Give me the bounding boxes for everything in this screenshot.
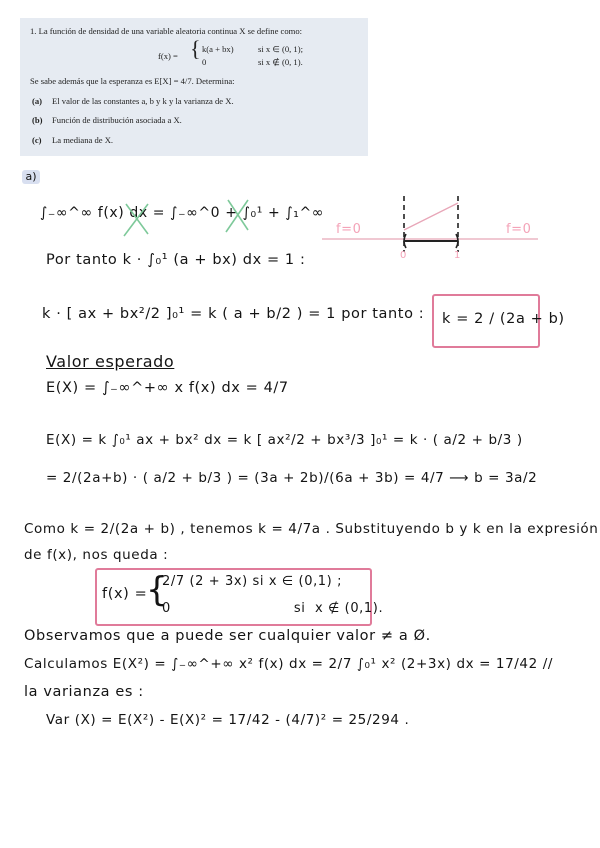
section-label-a: a) bbox=[22, 170, 40, 184]
problem-case2-cond: si x ∉ (0, 1). bbox=[258, 57, 303, 67]
fx-result-left: f(x) = bbox=[102, 586, 148, 602]
problem-case2: 0 bbox=[202, 57, 207, 67]
expectation-def: E(X) = ∫₋∞^+∞ x f(x) dx = 4/7 bbox=[46, 380, 289, 396]
valor-esperado-heading: Valor esperado bbox=[46, 352, 175, 371]
item-c-text: La mediana de X. bbox=[52, 135, 114, 145]
como-line: Como k = 2/(2a + b) , tenemos k = 4/7a . Substituyendo b y k en la expresión bbox=[24, 521, 599, 537]
brace-icon: { bbox=[146, 570, 169, 610]
fx-result-case1: 2/7 (2 + 3x) si x ∈ (0,1) ; bbox=[162, 574, 343, 589]
problem-fx: f(x) = bbox=[158, 51, 178, 61]
second-moment-line: Calculamos E(X²) = ∫₋∞^+∞ x² f(x) dx = 2/7 ∫₀¹ x² (2+3x) dx = 17/42 // bbox=[24, 656, 553, 672]
problem-case1-cond: si x ∈ (0, 1); bbox=[258, 44, 303, 54]
item-b-label: (b) bbox=[32, 115, 43, 125]
item-b-text: Función de distribución asociada a X. bbox=[52, 115, 182, 125]
graph-tick-0: 0 bbox=[400, 250, 407, 261]
integral-line: ∫₋∞^∞ f(x) dx = ∫₋∞^0 + ∫₀¹ + ∫₁^∞ bbox=[40, 205, 325, 221]
varianza-label: la varianza es : bbox=[24, 684, 144, 700]
k-result: k = 2 / (2a + b) bbox=[442, 311, 565, 327]
queda-line: de f(x), nos queda : bbox=[24, 547, 169, 563]
expectation-result: = 2/(2a+b) · ( a/2 + b/3 ) = (3a + 2b)/(6a + 3b) = 4/7 ⟶ b = 3a/2 bbox=[46, 470, 538, 486]
graph-tick-1: 1 bbox=[454, 250, 461, 261]
variance-result: Var (X) = E(X²) - E(X)² = 17/42 - (4/7)² = 25/294 . bbox=[46, 712, 410, 728]
item-c-label: (c) bbox=[32, 135, 42, 145]
graph-f0-left: f=0 bbox=[336, 222, 362, 237]
expectation-calc: E(X) = k ∫₀¹ ax + bx² dx = k [ ax²/2 + bx³/3 ]₀¹ = k · ( a/2 + b/3 ) bbox=[46, 432, 523, 448]
item-a-label: (a) bbox=[32, 96, 43, 106]
item-a-text: El valor de las constantes a, b y k y la varianza de X. bbox=[52, 96, 234, 106]
problem-case1: k(a + bx) bbox=[202, 44, 234, 54]
por-tanto-line: Por tanto k · ∫₀¹ (a + bx) dx = 1 : bbox=[46, 252, 306, 268]
bracket-line: k · [ ax + bx²/2 ]₀¹ = k ( a + b/2 ) = 1 por tanto : bbox=[42, 306, 425, 322]
fx-result-case2: 0 si x ∉ (0,1). bbox=[162, 601, 384, 616]
problem-intro: 1. La función de densidad de una variable aleatoria continua X se define como: bbox=[30, 26, 303, 36]
brace-icon: { bbox=[190, 36, 201, 61]
graph-f0-right: f=0 bbox=[506, 222, 532, 237]
cross-icon bbox=[124, 200, 248, 236]
observamos-line: Observamos que a puede ser cualquier valor ≠ a Ø. bbox=[24, 628, 431, 644]
problem-expect: Se sabe además que la esperanza es E[X] = 4/7. Determina: bbox=[30, 76, 235, 86]
